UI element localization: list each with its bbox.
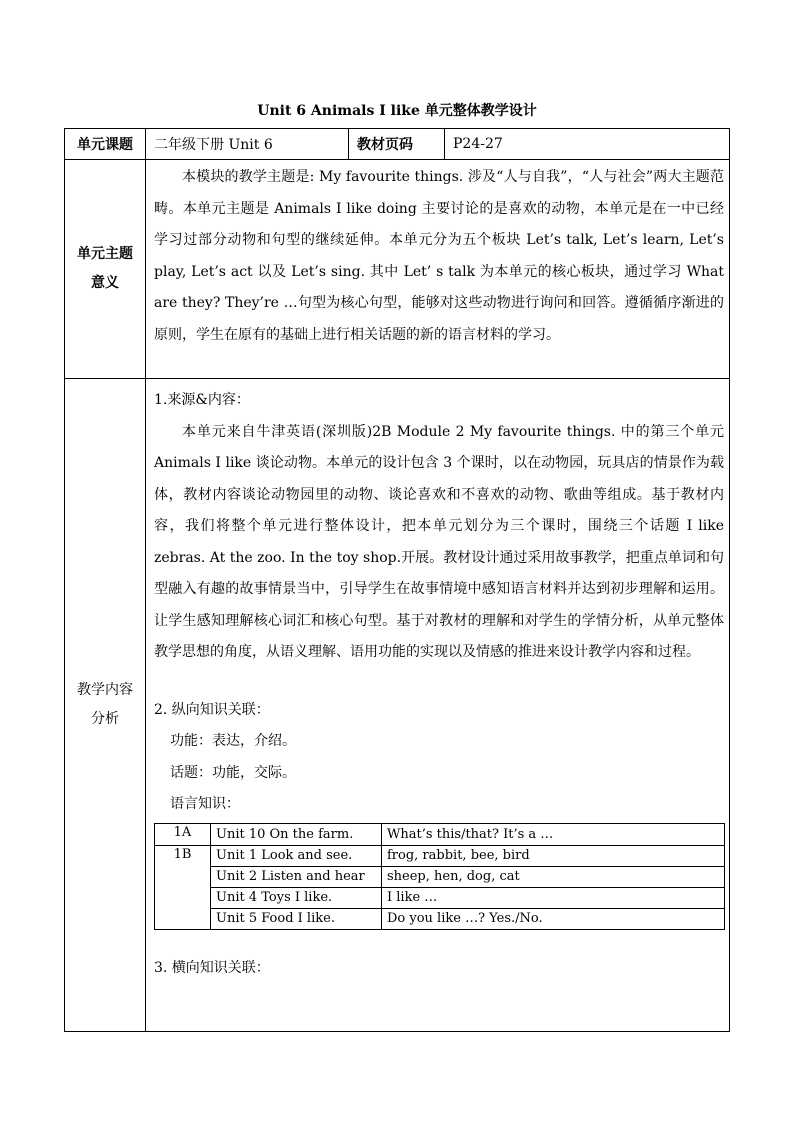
theme-paragraph: 本模块的教学主题是: My favourite things. 涉及“人与自我”，“人与社会”两大主题范畴。本单元主题是 Animals I like doing 主要讨论的是喜欢的动物，本单元是在一中已经学习过部分动物和句型的继续延伸。本单元分为五个板块 Let’s talk, Let’s learn, Let’s play, Let’s act 以及 Let’s sing. 其中 Let’ s talk 为本单元的核心板块，通过学习 What are they? They’re …句型为核心句型，能够对这些动物进行询问和回答。遵循循序渐进的原则，学生在原有的基础上进行相关话题的新的语言材料的学习。 <box>146 160 730 379</box>
analysis-content <box>146 379 730 1032</box>
content-cell: I like … <box>382 887 725 908</box>
header-row <box>65 129 730 160</box>
analysis-row <box>65 379 730 1032</box>
analysis-label <box>65 379 146 1032</box>
analysis-label-line1: 教学内容 <box>77 682 133 698</box>
content-cell: sheep, hen, dog, cat <box>382 866 725 887</box>
horizontal-knowledge-heading: 3. 横向知识关联： <box>154 959 270 976</box>
content-cell: frog, rabbit, bee, bird <box>382 845 725 866</box>
theme-label <box>65 160 146 379</box>
vertical-knowledge-heading: 2. 纵向知识关联： <box>154 701 270 718</box>
unit-cell: Unit 10 On the farm. <box>211 823 382 845</box>
knowledge-table <box>154 823 725 930</box>
theme-label-line1: 单元主题 <box>77 246 133 262</box>
unit-cell: Unit 1 Look and see. <box>211 845 382 866</box>
textbook-pages-label: 教材页码 <box>349 129 445 160</box>
unit-topic-value: 二年级下册 Unit 6 <box>146 129 349 160</box>
function-line: 功能：表达，介绍。 <box>170 733 296 749</box>
grade-1b-cell: 1B <box>155 845 211 929</box>
table-row <box>155 866 725 887</box>
table-row <box>155 823 725 845</box>
theme-row <box>65 160 730 379</box>
source-paragraph: 本单元来自牛津英语(深圳版)2B Module 2 My favourite things. 中的第三个单元 Animals I like 谈论动物。本单元的设计包含 3 个课时，以在动物园，玩具店的情景作为载体，教材内容谈论动物园里的动物、谈论喜欢和不喜欢的动物、歌曲等组成。基于教材内容，我们将整个单元进行整体设计，把本单元划分为三个课时，围绕三个话题 I like zebras. At the zoo. In the toy shop.开展。教材设计通过采用故事教学，把重点单词和句型融入有趣的故事情景当中，引导学生在故事情境中感知语言材料并达到初步理解和运用。让学生感知理解核心词汇和核心句型。基于对教材的理解和对学生的学情分析，从单元整体教学思想的角度，从语义理解、语用功能的实现以及情感的推进来设计教学内容和过程。 <box>154 423 724 660</box>
grade-1a-cell: 1A <box>155 823 211 845</box>
table-row <box>155 887 725 908</box>
analysis-label-line2: 分析 <box>91 711 119 727</box>
unit-cell: Unit 4 Toys I like. <box>211 887 382 908</box>
unit-topic-label: 单元课题 <box>65 129 146 160</box>
source-heading: 1.来源&内容： <box>154 392 250 408</box>
theme-label-line2: 意义 <box>91 275 119 291</box>
unit-cell: Unit 5 Food I like. <box>211 908 382 929</box>
content-cell: What’s this/that? It’s a … <box>382 823 725 845</box>
table-row <box>155 845 725 866</box>
content-cell: Do you like …? Yes./No. <box>382 908 725 929</box>
topic-line: 话题：功能，交际。 <box>170 764 296 781</box>
language-knowledge-line: 语言知识： <box>170 796 240 812</box>
unit-cell: Unit 2 Listen and hear <box>211 866 382 887</box>
document-title: Unit 6 Animals I like 单元整体教学设计 <box>257 103 537 119</box>
table-row <box>155 908 725 929</box>
unit-design-table <box>64 128 730 1032</box>
textbook-pages-value: P24-27 <box>445 129 730 160</box>
